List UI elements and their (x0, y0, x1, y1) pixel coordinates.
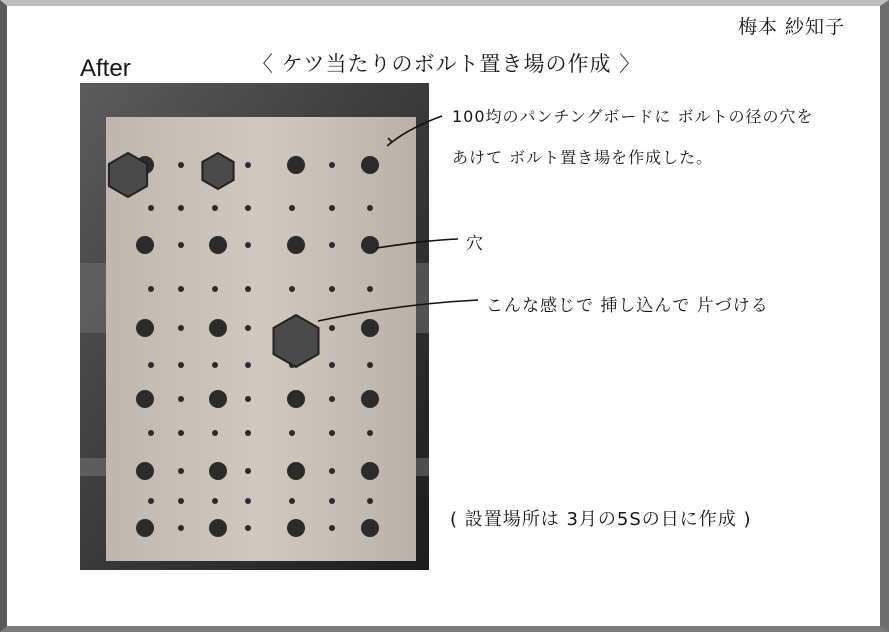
small-hole (178, 325, 184, 331)
small-hole (178, 525, 184, 531)
page-title: 〈 ケツ当たりのボルト置き場の作成 〉 (252, 52, 642, 76)
pegboard-image (80, 83, 429, 570)
small-hole (178, 498, 184, 504)
small-hole (212, 498, 218, 504)
large-hole (209, 319, 227, 337)
small-hole (148, 205, 154, 211)
pegboard (106, 117, 416, 561)
small-hole (212, 286, 218, 292)
large-hole (361, 390, 379, 408)
large-hole (209, 236, 227, 254)
small-hole (289, 205, 295, 211)
note-board-line2: あけて ボルト置き場を作成した。 (452, 148, 714, 167)
small-hole (178, 396, 184, 402)
small-hole (212, 430, 218, 436)
large-hole (287, 390, 305, 408)
small-hole (148, 362, 154, 368)
large-hole (136, 519, 154, 537)
small-hole (245, 362, 251, 368)
small-hole (329, 498, 335, 504)
small-hole (245, 396, 251, 402)
small-hole (289, 498, 295, 504)
small-hole (367, 498, 373, 504)
small-hole (245, 162, 251, 168)
small-hole (329, 162, 335, 168)
large-hole (136, 236, 154, 254)
small-hole (148, 430, 154, 436)
small-hole (178, 468, 184, 474)
note-location: ( 設置場所は 3月の5Sの日に作成 ) (450, 509, 752, 530)
large-hole (209, 519, 227, 537)
large-hole (287, 519, 305, 537)
large-hole (136, 319, 154, 337)
small-hole (289, 286, 295, 292)
small-hole (178, 242, 184, 248)
small-hole (178, 362, 184, 368)
large-hole (287, 156, 305, 174)
small-hole (178, 430, 184, 436)
small-hole (329, 468, 335, 474)
small-hole (329, 286, 335, 292)
author-name: 梅本 紗知子 (738, 16, 846, 38)
small-hole (329, 205, 335, 211)
small-hole (329, 525, 335, 531)
large-hole (136, 462, 154, 480)
small-hole (367, 430, 373, 436)
large-hole (287, 236, 305, 254)
small-hole (212, 205, 218, 211)
small-hole (367, 286, 373, 292)
small-hole (329, 430, 335, 436)
small-hole (148, 286, 154, 292)
small-hole (245, 525, 251, 531)
large-hole (136, 390, 154, 408)
small-hole (245, 498, 251, 504)
small-hole (178, 162, 184, 168)
small-hole (245, 242, 251, 248)
large-hole (361, 519, 379, 537)
small-hole (178, 205, 184, 211)
bolt-head (202, 153, 233, 189)
small-hole (245, 205, 251, 211)
large-hole (361, 156, 379, 174)
large-hole (209, 390, 227, 408)
note-hole: 穴 (466, 234, 483, 254)
small-hole (178, 286, 184, 292)
small-hole (289, 430, 295, 436)
large-hole (361, 462, 379, 480)
after-label: After (80, 55, 131, 82)
small-hole (367, 362, 373, 368)
large-hole (361, 236, 379, 254)
small-hole (245, 286, 251, 292)
note-insert: こんな感じで 挿し込んで 片づける (486, 296, 769, 316)
small-hole (367, 205, 373, 211)
small-hole (329, 396, 335, 402)
bolt-head (109, 153, 147, 197)
small-hole (245, 430, 251, 436)
small-hole (245, 468, 251, 474)
note-board-line1: 100均のパンチングボードに ボルトの径の穴を (452, 107, 814, 126)
large-hole (287, 462, 305, 480)
small-hole (329, 242, 335, 248)
large-hole (361, 319, 379, 337)
large-hole (209, 462, 227, 480)
small-hole (212, 362, 218, 368)
pegboard-photo (80, 83, 429, 570)
small-hole (329, 325, 335, 331)
small-hole (329, 362, 335, 368)
small-hole (245, 325, 251, 331)
small-hole (148, 498, 154, 504)
